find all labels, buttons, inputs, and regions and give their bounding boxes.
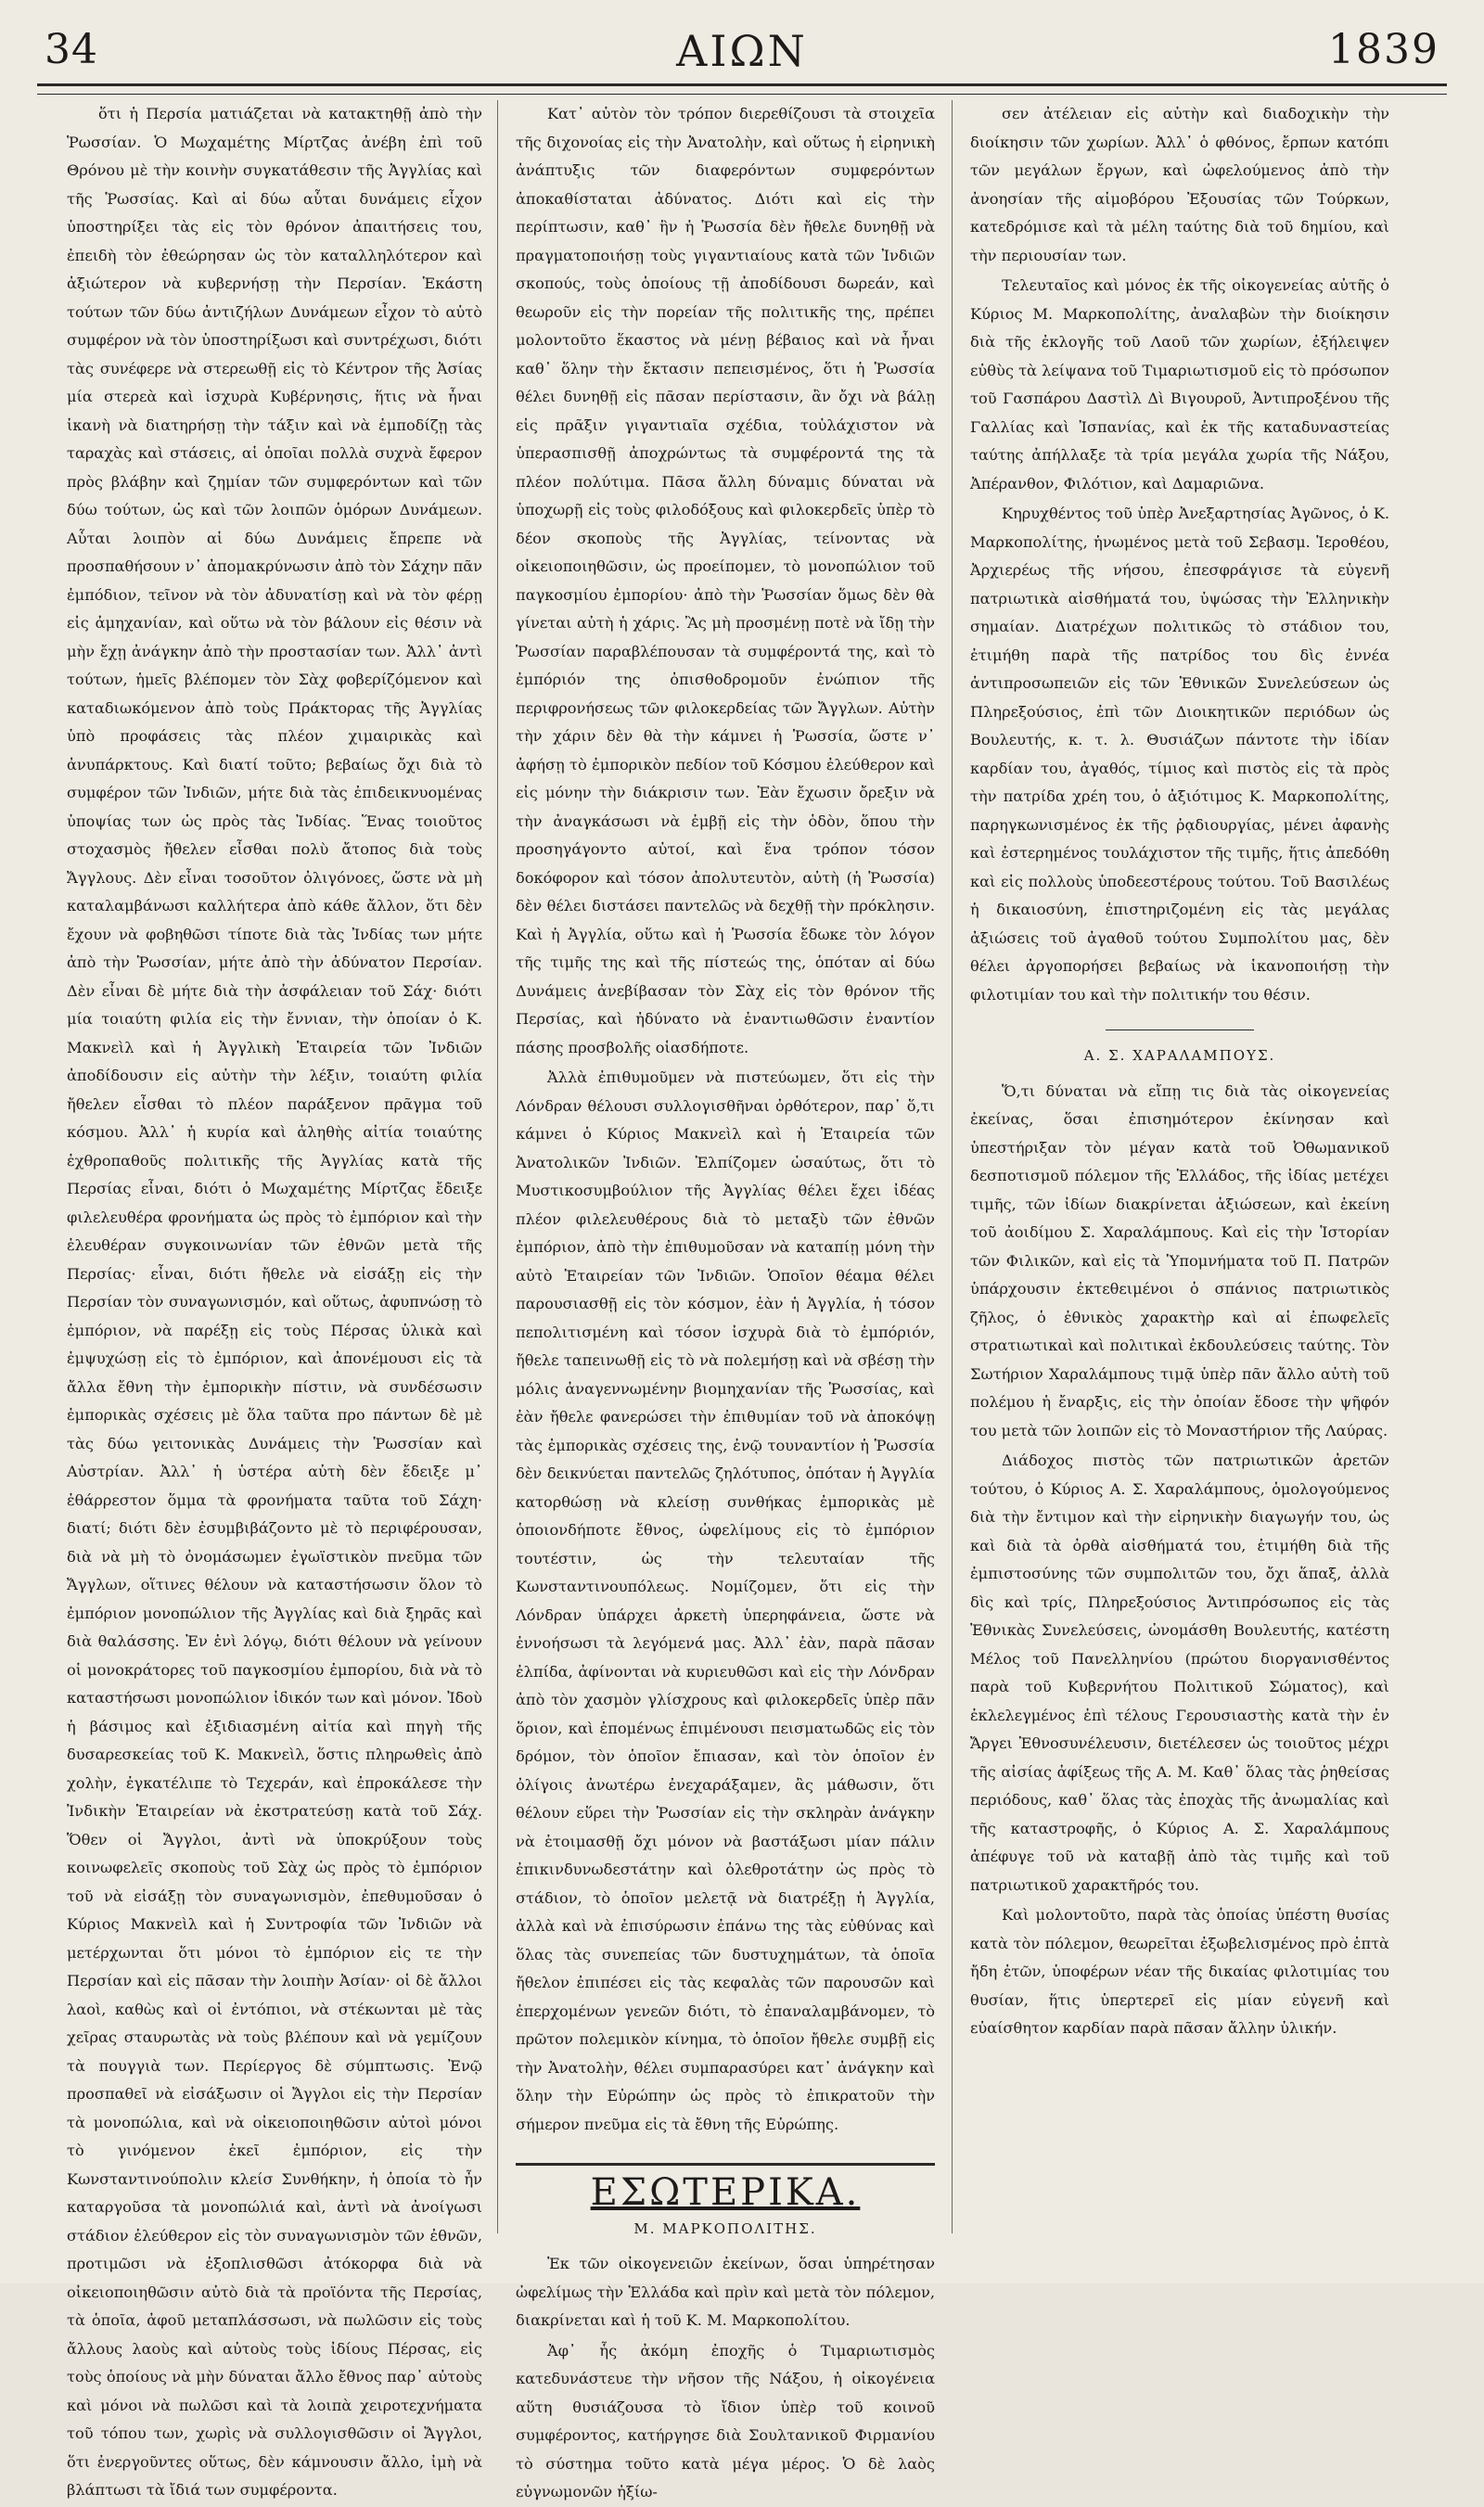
paragraph: Τελευταῖος καὶ μόνος ἐκ τῆς οἰκογενείας αὐτῆς ὁ Κύριος Μ. Μαρκοπολίτης, ἀναλαβὼν τὴν διοίκησιν διὰ τῆς ἐκλογῆς τοῦ Λαοῦ τῶν χωρίων, ἐξήλειψεν εὐθὺς τὰ λείψανα τοῦ Τιμαριωτισμοῦ εἰς τὸ πρόσωπον τοῦ Γασπάρου Δαστὶλ Δὶ Βιγουροῦ, Ἀντιπροξένου τῆς Γαλλίας καὶ Ἰσπανίας, καὶ ἐκ τῆς καταδυναστείας ταύτης ἀπήλλαξε τὰ τρία μεγάλα χωρία τῆς Νάξου, Ἀπέρανθον, Φιλότιον, καὶ Δαμαριῶνα. xyxy=(970,276,1389,492)
section-heading: ΕΣΩΤΕΡΙΚΑ. xyxy=(590,2171,861,2214)
paragraph: Ἐκ τῶν οἰκογενειῶν ἐκείνων, ὅσαι ὑπηρέτησαν ὠφελίμως τὴν Ἑλλάδα καὶ πρὶν καὶ μετὰ τὸν πόλεμον, διακρίνεται καὶ ἡ τοῦ Κ. Μ. Μαρκοπολίτου. xyxy=(516,2255,935,2329)
column-1 xyxy=(67,100,482,2499)
paragraph: ὅτι ἡ Περσία ματιάζεται νὰ κατακτηθῇ ἀπὸ τὴν Ῥωσσίαν. Ὁ Μωχαμέτης Μίρτζας ἀνέβη ἐπὶ τοῦ Θρόνου μὲ τὴν κοινὴν συγκατάθεσιν τῆς Ἀγγλίας καὶ τῆς Ῥωσσίας. Καὶ αἱ δύω αὗται δυνάμεις εἶχον ὑποστηρίξει τὰς εἰς τὸν θρόνον ἀπαιτήσεις του, ἐπειδὴ τὸν ἐθεώρησαν ὡς τὸν καταλληλότερον καὶ ἀξιώτερον νὰ κυβερνήσῃ τὴν Περσίαν. Ἑκάστη τούτων τῶν δύω ἀντιζήλων Δυνάμεων εἶχον τὸ αὐτὸ συμφέρον νὰ τὸν ὑποστηρίξωσι καὶ συντρέχωσι, διότι τὰς συνέφερε νὰ στερεωθῇ εἰς τὸ Κέντρον τῆς Ἀσίας μία στερεὰ καὶ ἰσχυρὰ Κυβέρνησις, ἥτις νὰ ἦναι ἱκανὴ νὰ διατηρήσῃ τὴν τάξιν καὶ νὰ ἐμποδίζῃ τὰς ταραχὰς καὶ στάσεις, αἱ ὁποῖαι πολλὰ συχνὰ ἔφερον πρὸς βλάβην καὶ ζημίαν τῶν συμφερόντων καὶ τῶν δύω τούτων, ὡς καὶ τῶν λοιπῶν ὁμόρων Δυνάμεων. Αὗται λοιπὸν αἱ δύω Δυνάμεις ἔπρεπε νὰ προσπαθήσουν ν᾽ ἀπομακρύνωσιν ἀπὸ τὸν Σάχην πᾶν ἐμπόδιον, τεῖνον νὰ τὸν ἀδυνατίσῃ καὶ νὰ τὸν φέρῃ εἰς ἀμηχανίαν, καὶ οὕτω νὰ τὸν βάλουν εἰς θέσιν νὰ μὴν ἔχῃ ἀνάγκην ἀπὸ τὴν προστασίαν των. Ἀλλ᾽ ἀντὶ τούτων, ἡμεῖς βλέπομεν τὸν Σὰχ φοβερίζόμενον καὶ καταδιωκόμενον ἀπὸ τοὺς Πράκτορας τῆς Ἀγγλίας ὑπὸ προφάσεις τὰς πλέον χιμαιρικὰς καὶ ἀνυπάρκτους. Καὶ διατί τοῦτο; βεβαίως ὄχι διὰ τὸ συμφέρον τῶν Ἰνδιῶν, μήτε διὰ τὰς ἐπιδεικνυομένας ὑποψίας των ὡς πρὸς τὰς Ἰνδίας. Ἕνας τοιοῦτος στοχασμὸς ἤθελεν εἶσθαι πολὺ ἄτοπος διὰ τοὺς Ἄγγλους. Δὲν εἶναι τοσοῦτον ὀλιγόνοες, ὥστε νὰ μὴ καταλαμβάνωσι καλλήτερα ἀπὸ κάθε ἄλλον, ὅτι δὲν ἔχουν νὰ φοβηθῶσι τίποτε διὰ τὰς Ἰνδίας των μήτε ἀπὸ τὴν Ῥωσσίαν, μήτε ἀπὸ τὴν ἀδύνατον Περσίαν. Δὲν εἶναι δὲ μήτε διὰ τὴν ἀσφάλειαν τοῦ Σάχ· διότι μία τοιαύτη φιλία εἰς τὴν ἔννιαν, τὴν ὁποίαν ὁ Κ. Μακνεὶλ καὶ ἡ Ἀγγλικὴ Ἑταιρεία τῶν Ἰνδιῶν ἀποδίδουσιν εἰς αὐτὴν τὴν λέξιν, τοιαύτη φιλία ἤθελεν εἶσθαι τὸ πλέον παράξενον πρᾶγμα τοῦ κόσμου. Ἀλλ᾽ ἡ κυρία καὶ ἀληθὴς αἰτία τοιαύτης ἐχθροπαθοῦς πολιτικῆς τῆς Ἀγγλίας κατὰ τῆς Περσίας εἶναι, διότι ὁ Μωχαμέτης Μίρτζας ἔδειξε φιλελευθέρα φρονήματα ὡς πρὸς τὸ ἐμπόριον καὶ τὴν ἐλευθέραν συγκοινωνίαν τῶν ἐθνῶν μετὰ τῆς Περσίας· εἶναι, διότι ἤθελε νὰ εἰσάξῃ εἰς τὴν Περσίαν τὸν συναγωνισμόν, καὶ οὕτως, ἀφυπνώσῃ τὸ ἐμπόριον, νὰ παρέξῃ εἰς τοὺς Πέρσας ὑλικὰ καὶ ἐμψυχώσῃ εἰς τὸ ἐμπόριον, καὶ ἀπονέμουσι εἰς τὰ ἄλλα ἔθνη τὴν ἐμπορικὴν πίστιν, νὰ συνδέσωσιν ἐμπορικὰς σχέσεις μὲ ὅλα ταῦτα προ πάντων δὲ μὲ τὰς δύω γειτονικὰς Δυνάμεις τὴν Ῥωσσίαν καὶ Αὐστρίαν. Ἀλλ᾽ ἡ ὑστέρα αὐτὴ δὲν ἔδειξε μ᾽ ἐθάρρεστον ὅμμα τὰ φρονήματα ταῦτα τοῦ Σάχη· διατί; διότι δὲν ἐσυμβιβάζοντο μὲ τὸ περιφέρουσαν, διὰ νὰ μὴ τὸ ὀνομάσωμεν ἐγωϊστικὸν πνεῦμα τῶν Ἄγγλων, οἵτινες θέλουν νὰ καταστήσωσιν ὅλον τὸ ἐμπόριον μονοπώλιον τῆς Ἀγγλίας καὶ διὰ ξηρᾶς καὶ διὰ θαλάσσης. Ἐν ἑνὶ λόγῳ, διότι θέλουν νὰ γείνουν οἱ μονοκράτορες τοῦ παγκοσμίου ἐμπορίου, διὰ νὰ τὸ καταστήσωσι μονοπώλιον ἰδικόν των καὶ μόνον. Ἰδοὺ ἡ βάσιμος καὶ ἐξιδιασμένη αἰτία καὶ πηγὴ τῆς δυσαρεσκείας τοῦ Κ. Μακνεὶλ, ὅστις πληρωθεὶς ἀπὸ χολὴν, ἐγκατέλιπε τὸ Τεχεράν, καὶ ἐπροκάλεσε τὴν Ἰνδικὴν Ἑταιρείαν νὰ ἐκστρατεύσῃ κατὰ τοῦ Σάχ. Ὅθεν οἱ Ἄγγλοι, ἀντὶ νὰ ὑποκρύξουν τοὺς κοινωφελεῖς σκοποὺς τοῦ Σὰχ ὡς πρὸς τὸ ἐμπόριον τοῦ νὰ εἰσάξῃ τὸν συναγωνισμὸν, ἐπεθυμοῦσαν ὁ Κύριος Μακνεὶλ καὶ ἡ Συντροφία τῶν Ἰνδιῶν νὰ μετέρχωνται ὅτι μόνοι τὸ ἐμπόριον εἰς τε τὴν Περσίαν καὶ εἰς πᾶσαν τὴν λοιπὴν Ἀσίαν· οἱ δὲ ἄλλοι λαοὶ, καθὼς καὶ οἱ ἐντόπιοι, νὰ στέκωνται μὲ τὰς χεῖρας σταυρωτὰς νὰ τοὺς βλέπουν καὶ νὰ γεμίζουν τὰ πουγγιὰ των. Περίεργος δὲ σύμπτωσις. Ἐνῷ προσπαθεῖ νὰ εἰσάξωσιν οἱ Ἄγγλοι εἰς τὴν Περσίαν τὰ μονοπώλια, καὶ νὰ οἰκειοποιηθῶσιν αὐτοὶ μόνοι τὸ γινόμενον ἐκεῖ ἐμπόριον, εἰς τὴν Κωνσταντινούπολιν κλείσ Συνθήκην, ἡ ὁποία τὸ ἦν καταργοῦσα τὰ μονοπώλιά καὶ, ἀντὶ νὰ ἀνοίγωσι στάδιον ἐλεύθερον εἰς τὸν συναγωνισμὸν τῶν ἐθνῶν, προτιμῶσι νὰ ἐξοπλισθῶσι ἀτόκορφα διὰ νὰ οἰκειοποιηθῶσιν αὐτὸ διὰ τὰ προϊόντα τῆς Περσίας, τὰ ὁποῖα, ἀφοῦ μεταπλάσσωσι, νὰ πωλῶσιν εἰς τοὺς ἄλλους λαοὺς καὶ αὐτοὺς τοὺς ἰδίους Πέρσας, εἰς τοὺς ὁποίους νὰ μὴν δύναται ἄλλο ἔθνος παρ᾽ αὐτοὺς καὶ μόνοι νὰ πωλῶσι καὶ τὰ λοιπὰ χειροτεχνήματα τοῦ τόπου των, χωρὶς νὰ συλλογισθῶσιν οἱ Ἄγγλοι, ὅτι ἐνεργοῦντες οὕτως, δὲν κάμνουσιν ἄλλο, ἰμὴ νὰ βλάπτωσι τὰ ἴδιά των συμφέροντα. xyxy=(67,105,482,2499)
paragraph: Κατ᾽ αὐτὸν τὸν τρόπον διερεθίζουσι τὰ στοιχεῖα τῆς διχονοίας εἰς τὴν Ἀνατολὴν, καὶ οὕτως ἡ εἰρηνικὴ ἀνάπτυξις τῶν διαφερόντων συμφερόντων ἀποκαθίσταται ἀδύνατος. Διότι καὶ εἰς τὴν περίπτωσιν, καθ᾽ ἣν ἡ Ῥωσσία δὲν ἤθελε δυνηθῇ νὰ πραγματοποιήσῃ τοὺς γιγαντιαίους κατὰ τῶν Ἰνδιῶν σκοπούς, τοὺς ὁποίους τῇ ἀποδίδουσι δωρεάν, καὶ θεωροῦν εἰς τὴν πορείαν τῆς πολιτικῆς της, πρέπει μολοντοῦτο ἕκαστος νὰ μένῃ βέβαιος καὶ νὰ ἦναι καθ᾽ ὅλην τὴν ἔκτασιν πεπεισμένος, ὅτι ἡ Ῥωσσία θέλει δυνηθῇ εἰς πᾶσαν περίστασιν, ἂν ὄχι νὰ βάλῃ εἰς πρᾶξιν γιγαντιαῖα σχέδια, τοὐλάχιστον νὰ ὑπερασπισθῇ ἀποχρώντως τὰ συμφέροντά της τὰ πλέον πολύτιμα. Πᾶσα ἄλλη δύναμις δύναται νὰ ὑποχωρῇ εἰς τοὺς φιλοδόξους καὶ φιλοκερδεῖς ὑπὲρ τὸ δέον σκοποὺς τῆς Ἀγγλίας, τείνοντας νὰ οἰκειοποιηθῶσιν, ὡς προείπομεν, τὸ μονοπώλιον τοῦ παγκοσμίου ἐμπορίου· ἀπὸ τὴν Ῥωσσίαν ὅμως δὲν θὰ γίνεται αὐτὴ ἡ χάρις. Ἂς μὴ προσμένῃ ποτὲ νὰ ἴδῃ τὴν Ῥωσσίαν παραβλέπουσαν τὰ συμφέροντά της, καὶ τὸ ἐμπόριόν της ὀπισθοδρομοῦν ἐνώπιον τῆς περιφρονήσεως τῶν φιλοκερδείας τῶν Ἄγγλων. Αὐτὴν τὴν χάριν δὲν θὰ τὴν κάμνει ἡ Ῥωσσία, ὥστε ν᾽ ἀφήσῃ τὸ ἐμπορικὸν πεδίον τοῦ Κόσμου ἐλεύθερον καὶ εἰς μόνην τὴν διάκρισιν των. Ἐὰν ἔχωσιν ὄρεξιν νὰ τὴν ἀναγκάσωσι νὰ ἐμβῇ εἰς τὴν ὁδὸν, ὅπου τὴν προσηγάγοντο αὐτοί, καὶ ἕνα τρόπον τόσον δοκόφορον καὶ τόσον ἀπολυτευτὸν, αὐτὴ (ἡ Ῥωσσία) δὲν θέλει διστάσει παντελῶς νὰ δεχθῇ τὴν πρόκλησιν. Καὶ ἡ Ἀγγλία, οὕτω καὶ ἡ Ῥωσσία ἔδωκε τὸν λόγον τῆς τιμῆς της καὶ τῆς πίστεώς της, ὁπόταν αἱ δύω Δυνάμεις ἀνεβίβασαν τὸν Σὰχ εἰς τὸν θρόνον τῆς Περσίας, καὶ ἠδύνατο νὰ ἐναντιωθῶσιν ἐναντίον πάσης προσβολῆς οἱασδήποτε. xyxy=(516,105,935,1056)
paragraph: Ὅ,τι δύναται νὰ εἴπῃ τις διὰ τὰς οἰκογενείας ἐκείνας, ὅσαι ἐπισημότερον ἐκίνησαν καὶ ὑπεστήριξαν τὸν μέγαν κατὰ τοῦ Ὀθωμανικοῦ δεσποτισμοῦ πόλεμον τῆς Ἑλλάδος, τῆς ἰδίας μετέχει τιμῆς, τῶν ἰδίων διακρίνεται ἀξιώσεων, καὶ ἐκείνη τοῦ ἀοιδίμου Σ. Χαραλάμπους. Καὶ εἰς τὴν Ἱστορίαν τῶν Φιλικῶν, καὶ εἰς τὰ Ὑπομνήματα τοῦ Π. Πατρῶν ὑπάρχουσιν ἐκτεθειμένοι ὁ σπάνιος πατριωτικὸς ζῆλος, ὁ ἐθνικὸς χαρακτὴρ καὶ αἱ ἐπωφελεῖς στρατιωτικαὶ καὶ πολιτικαὶ ἐκδουλεύσεις ταύτης. Τὸν Σωτήριον Χαραλάμπους τιμᾷ ὑπὲρ πᾶν ἄλλο αὐτὴ τοῦ πολέμου ἡ ἔναρξις, εἰς τὴν ὁποίαν ἔδοσε τὴν ψῆφόν του μετὰ τῶν λοιπῶν εἰς τὸ Μοναστήριον τῆς Λαύρας. xyxy=(970,1081,1389,1439)
paragraph: Καὶ μολοντοῦτο, παρὰ τὰς ὁποίας ὑπέστη θυσίας κατὰ τὸν πόλεμον, θεωρεῖται ἐξωβελισμένος πρὸ ἑπτὰ ἤδη ἐτῶν, ὑποφέρων νέαν τῆς δικαίας φιλοτιμίας του θυσίαν, ἥτις ὑπερτερεῖ εἰς μίαν εὐγενῆ καὶ εὐαίσθητον καρδίαν παρὰ πᾶσαν ἄλλην ὑλικήν. xyxy=(970,1906,1389,2037)
masthead xyxy=(37,26,1447,83)
column-2 xyxy=(516,100,935,2501)
year: 1839 xyxy=(1328,26,1439,73)
section-rule xyxy=(516,2163,935,2166)
article-title: Α. Σ. ΧΑΡΑΛΑΜΠΟΥΣ. xyxy=(1083,1047,1276,1064)
column-3 xyxy=(970,100,1389,2252)
paragraph: Ἀλλὰ ἐπιθυμοῦμεν νὰ πιστεύωμεν, ὅτι εἰς τὴν Λόνδραν θέλουσι συλλογισθῆναι ὀρθότερον, παρ᾽ ὅ,τι κάμνει ὁ Κύριος Μακνεὶλ καὶ ἡ Ἑταιρεία τῶν Ἀνατολικῶν Ἰνδιῶν. Ἐλπίζομεν ὡσαύτως, ὅτι τὸ Μυστικοσυμβούλιον τῆς Ἀγγλίας θέλει ἔχει ἰδέας πλέον φιλελευθέρους διὰ τὸ μεταξὺ τῶν ἐθνῶν ἐμπόριον, ἀπὸ τὴν ἐπιθυμοῦσαν νὰ καταπίῃ μόνη τὴν αὐτὸ Ἑταιρείαν τῶν Ἰνδιῶν. Ὁποῖον θέαμα θέλει παρουσιασθῇ εἰς τὸν κόσμον, ἐὰν ἡ Ἀγγλία, ἡ τόσον πεπολιτισμένη καὶ τόσον ἰσχυρὰ διὰ τὸ ἐμπόριόν, ἤθελε ταπεινωθῇ εἰς τὸ νὰ πολεμήσῃ καὶ νὰ σβέσῃ τὴν μόλις ἀναγεννωμένην βιομηχανίαν τῆς Ῥωσσίας, καὶ ἐὰν ἤθελε φανερώσει τὴν ἐπιθυμίαν τοῦ νὰ ἀποκόψῃ τὰς ἐμπορικὰς σχέσεις της, ἐνῷ τουναντίον ἡ Ῥωσσία δὲν δεικνύεται παντελῶς ζηλότυπος, ὁπόταν ἡ Ἀγγλία κατορθώσῃ νὰ κλείσῃ συνθήκας ἐμπορικὰς μὲ ὁποιονδήποτε ἔθνος, ὠφελίμους εἰς τὸ ἐμπόριον τουτέστιν, ὡς τὴν τελευταίαν τῆς Κωνσταντινουπόλεως. Νομίζομεν, ὅτι εἰς τὴν Λόνδραν ὑπάρχει ἀρκετὴ ὑπερηφάνεια, ὥστε νὰ ἐννοήσωσι τὰ λεγόμενά μας. Ἀλλ᾽ ἐὰν, παρὰ πᾶσαν ἐλπίδα, ἀφίνονται νὰ κυριευθῶσι καὶ εἰς τὴν Λόνδραν ἀπὸ τὸν χασμὸν γλίσχρους καὶ φιλοκερδεῖς ὑπὲρ πᾶν ὅριον, καὶ ἐπομένως ἐπιμένουσι πεισματωδῶς εἰς τὸν δρόμον, τὸν ὁποῖον ἔπιασαν, καὶ τὸν ὁποῖον ἐν ὀλίγοις ἀνωτέρω ἐνεχαράξαμεν, ἂς μάθωσιν, ὅτι θέλουν εὕρει τὴν Ῥωσσίαν εἰς τὴν σκληρὰν ἀνάγκην νὰ ἑτοιμασθῇ ὄχι μόνον νὰ βαστάξωσι μίαν πάλιν ἐπικινδυνωδεστάτην καὶ ὀλεθροτάτην ὡς πρὸς τὸ στάδιον, τὸ ὁποῖον μελετᾷ νὰ διατρέξῃ ἡ Ἀγγλία, ἀλλὰ καὶ νὰ ἐπισύρωσιν ἐπάνω της τὰς εὐθύνας καὶ ὅλας τὰς συνεπείας τῶν δυστυχημάτων, τὰ ὁποῖα ἤθελον ἐπιπέσει εἰς τὰς κεφαλὰς τῶν παρουσῶν καὶ ἐπερχομένων γενεῶν διότι, τὸ ἐπαναλαμβάνομεν, τὸ πρῶτον πολεμικὸν κίνημα, τὸ ὁποῖον ἤθελε συμβῇ εἰς τὴν Ἀνατολὴν, θέλει συμπαρασύρει κατ᾽ ἀνάγκην καὶ ὅλην τὴν Εὐρώπην ὡς πρὸς τὸ ἐπικρατοῦν τὴν σήμερον πνεῦμα εἰς τὰ ἔθνη τῆς Εὐρώπης. xyxy=(516,1068,935,2133)
page-number: 34 xyxy=(45,26,98,73)
paragraph: σεν ἀτέλειαν εἰς αὐτὴν καὶ διαδοχικὴν τὴν διοίκησιν τῶν χωρίων. Ἀλλ᾽ ὁ φθόνος, ἔρπων κατόπι τῶν μεγάλων ἔργων, καὶ ὠφελούμενος ἀπὸ τὴν ἀνοησίαν τῆς αἱμοβόρου Ἐξουσίας τῶν Τούρκων, κατεδρόμισε καὶ τὰ μέλη ταύτης διὰ τοῦ δημίου, καὶ τὴν περιουσίαν των. xyxy=(970,105,1389,264)
newspaper-title: ΑΙΩΝ xyxy=(676,26,808,76)
paragraph: Διάδοχος πιστὸς τῶν πατριωτικῶν ἀρετῶν τούτου, ὁ Κύριος Α. Σ. Χαραλάμπους, ὁμολογούμενος διὰ τὴν ἔντιμον καὶ τὴν εἰρηνικὴν διαγωγήν του, ὡς καὶ διὰ τὰ ὀρθὰ αἰσθήματά του, ἐτιμήθη διὰ τῆς ἐμπιστοσύνης τῶν συμπολιτῶν του, ὄχι ἅπαξ, ἀλλὰ δὶς καὶ τρίς, Πληρεξούσιος Ἀντιπρόσωπος εἰς τὰς Ἐθνικὰς Συνελεύσεις, ὠνομάσθη Βουλευτής, κατέστη Μέλος τοῦ Πανελληνίου (πρώτου διοργανισθέντος παρὰ τοῦ Κυβερνήτου Πολιτικοῦ Σώματος), καὶ ἐκλελεγμένος ἐπὶ τέλους Γερουσιαστὴς κατὰ τὴν ἐν Ἄργει Ἐθνοσυνέλευσιν, διετέλεσεν ὡς τοιοῦτος μέχρι τῆς αἰσίας ἀφίξεως τῆς Α. Μ. Καθ᾽ ὅλας τὰς ῥηθείσας περιόδους, καθ᾽ ὅλας τὰς ἐποχὰς τῆς ἀνωμαλίας καὶ τῆς καταστροφῆς, ὁ Κύριος Α. Σ. Χαραλάμπους ἀπέφυγε τοῦ νὰ καταβῇ ἀπὸ τὰς τιμῆς καὶ τοῦ πατριωτικοῦ χαρακτῆρός του. xyxy=(970,1452,1389,1894)
column-divider xyxy=(952,100,953,2233)
paragraph: Κηρυχθέντος τοῦ ὑπὲρ Ἀνεξαρτησίας Ἀγῶνος, ὁ Κ. Μαρκοπολίτης, ἡνωμένος μετὰ τοῦ Σεβασμ. Ἱεροθέου, Ἀρχιερέως τῆς νήσου, ἐπεσφράγισε τὰ εὐγενῆ πατριωτικὰ αἰσθήματά του, ὑψώσας τὴν Ἑλληνικὴν σημαίαν. Διατρέχων πολιτικῶς τὸ στάδιον του, ἐτιμήθη παρὰ τῆς πατρίδος του δὶς ἐννέα ἀντιπροσωπειῶν εἰς τῶν Ἐθνικῶν Συνελεύσεων ὡς Πληρεξούσιος, ἐπὶ τῶν Διοικητικῶν περιόδων ὡς Βουλευτής, κ. τ. λ. Θυσιάζων πάντοτε τὴν ἰδίαν καρδίαν του, ἀγαθός, τίμιος καὶ πιστὸς εἰς τὰ πρὸς τὴν πατρίδα χρέη του, ὁ ἀξιότιμος Κ. Μαρκοπολίτης, παρηγκωνισμένος ἐκ τῆς ῥᾳδιουργίας, μένει ἀφανὴς καὶ ἐστερημένος τουλάχιστον τῆς τιμῆς, ἥτις ἀπεδόθη καὶ εἰς πολλοὺς ὑποδεεστέρους τούτου. Τοῦ Βασιλέως ἡ δικαιοσύνη, ἐπιστηριζομένη εἰς τὰς μεγάλας ἀξιώσεις τοῦ ἀγαθοῦ τούτου Συμπολίτου μας, δὲν θέλει ἀργοπορήσει βεβαίως νὰ ἱκανοποιήσῃ τὴν φιλοτιμίαν του καὶ τὴν πολιτικήν του θέσιν. xyxy=(970,505,1389,1004)
masthead-rule xyxy=(37,83,1447,95)
paragraph: Ἀφ᾽ ἧς ἀκόμη ἐποχῆς ὁ Τιμαριωτισμὸς κατεδυνάστευε τὴν νῆσον τῆς Νάξου, ἡ οἰκογένεια αὕτη θυσιάζουσα τὸ ἴδιον ὑπὲρ τοῦ κοινοῦ συμφέροντος, κατήργησε διὰ Σουλτανικοῦ Φιρμανίου τὸ σύστημα τοῦτο κατὰ μέγα μέρος. Ὁ δὲ λαὸς εὐγνωμονῶν ἠξίω- xyxy=(516,2341,935,2501)
column-divider xyxy=(497,100,498,2233)
article-title: Μ. ΜΑΡΚΟΠΟΛΙΤΗΣ. xyxy=(633,2219,817,2237)
